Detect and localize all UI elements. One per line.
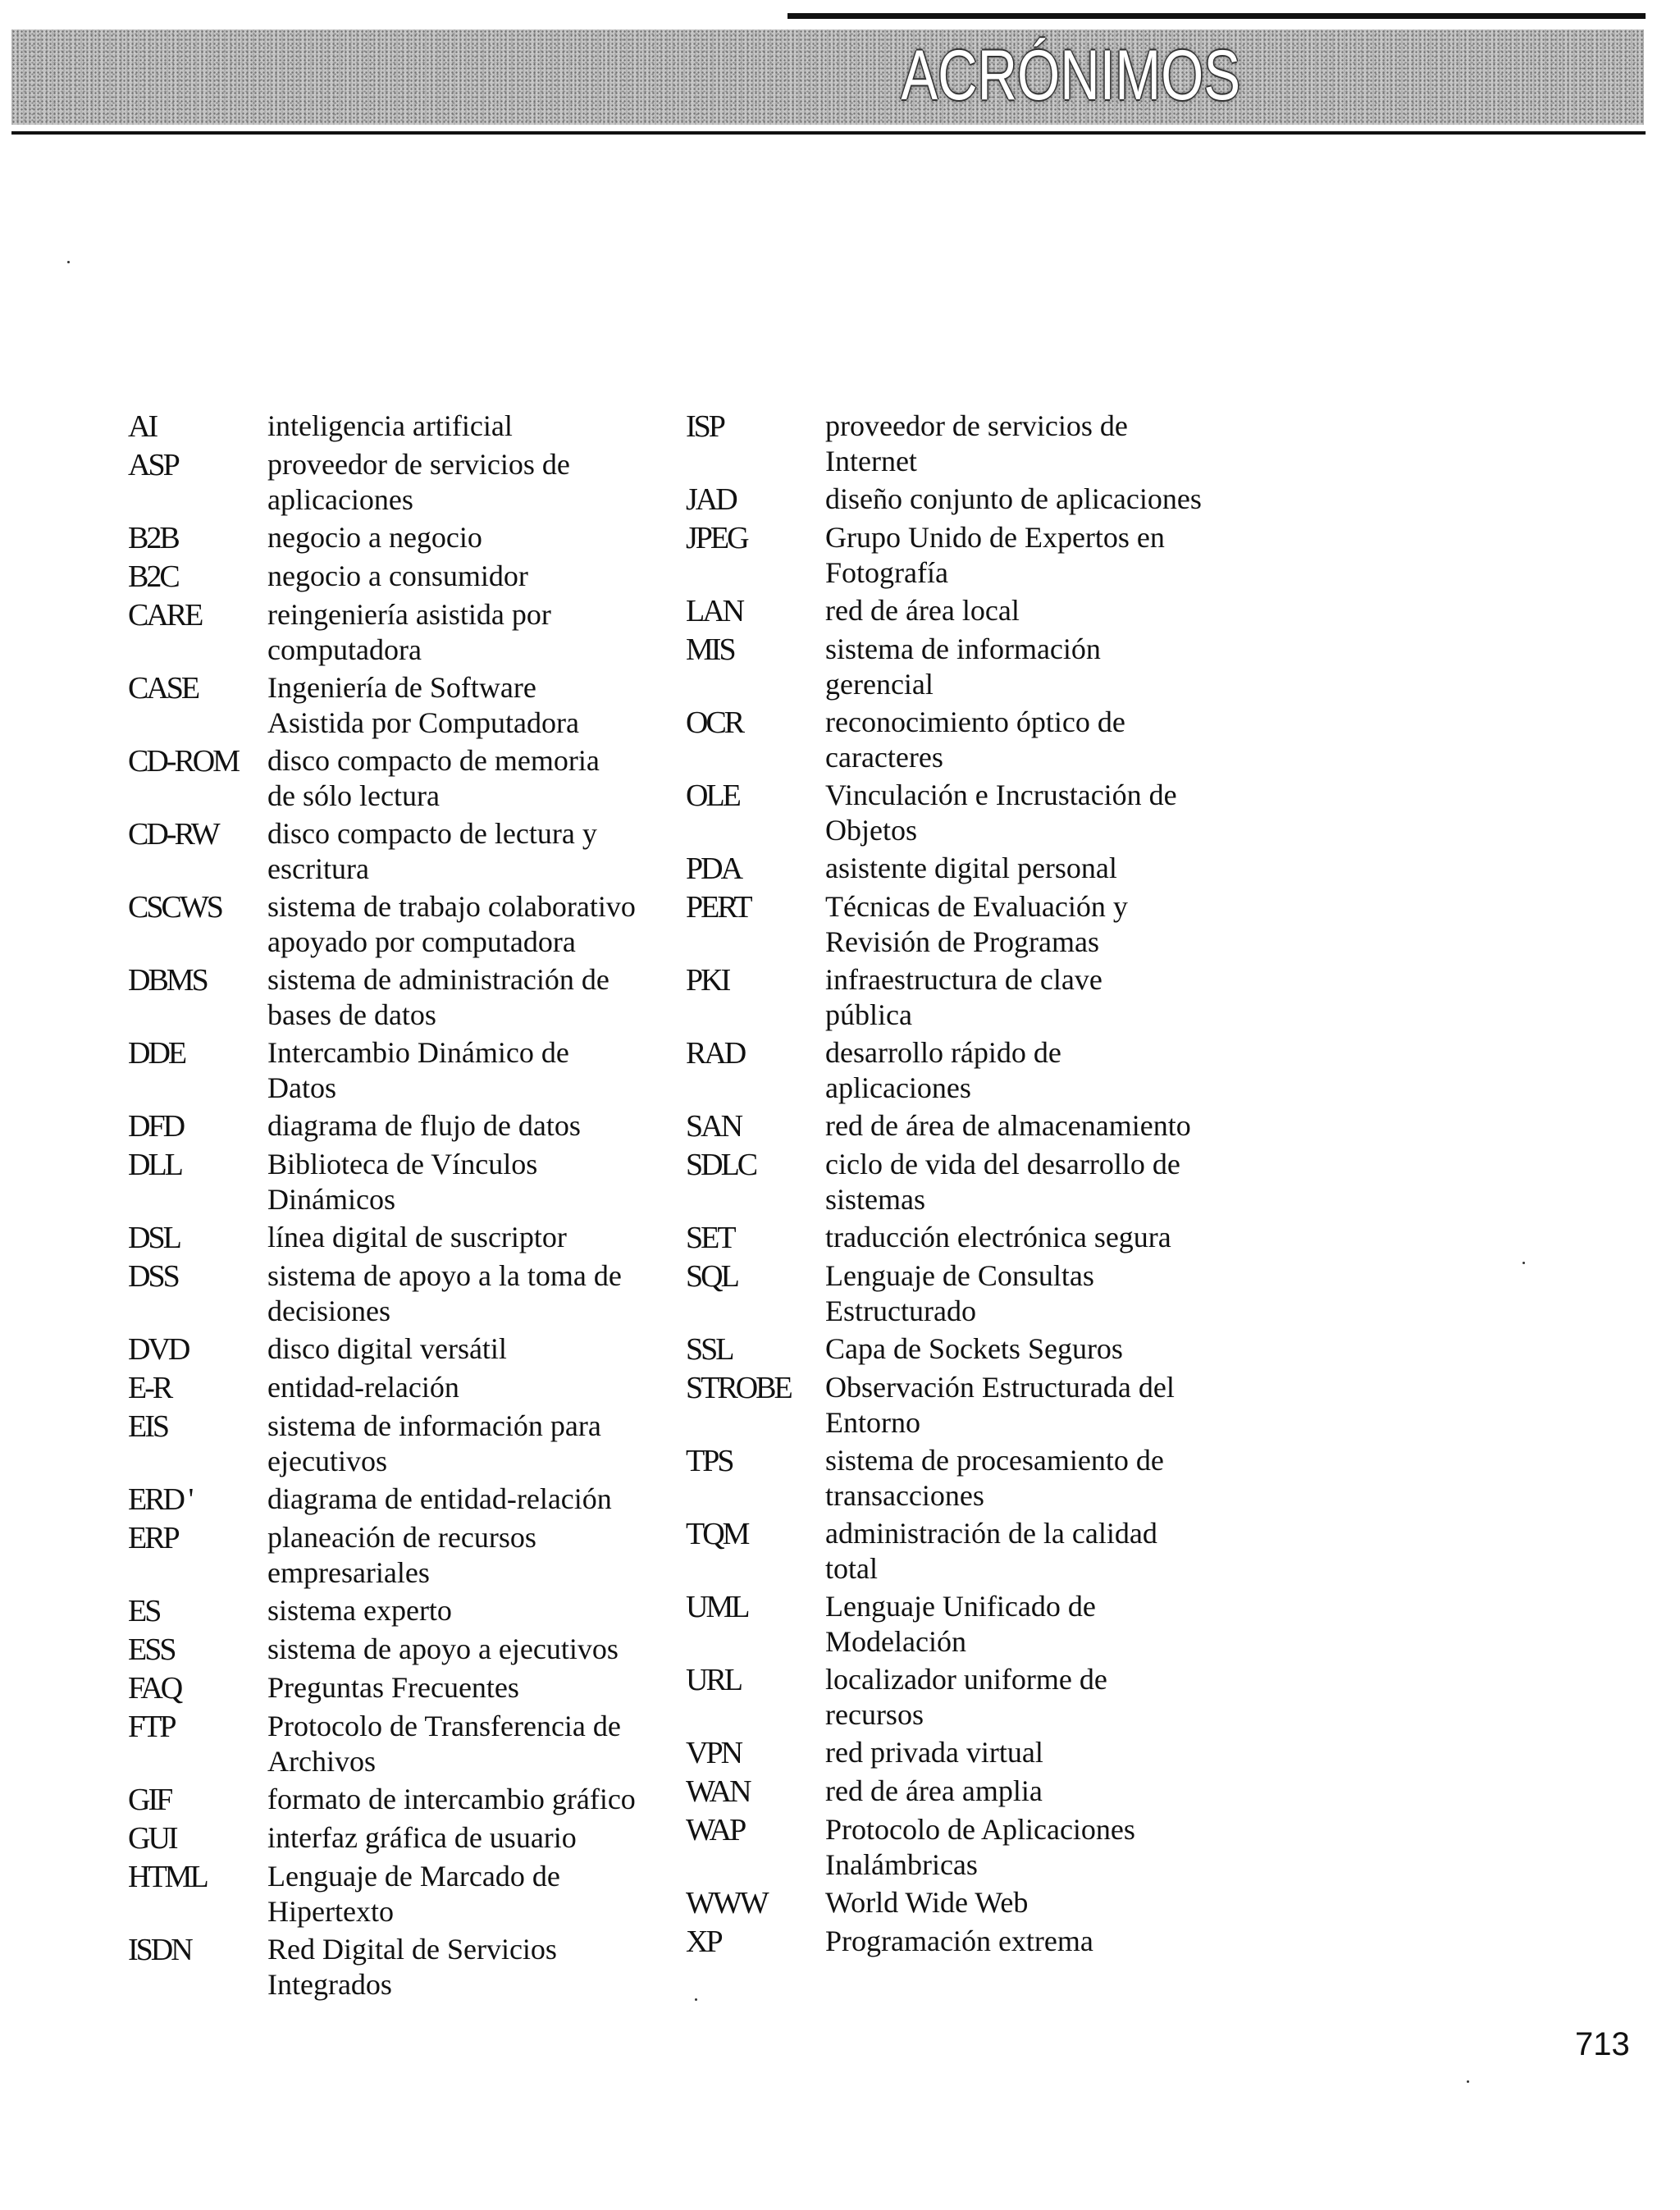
header-banner — [11, 30, 1644, 125]
acronym-abbreviation: STROBE — [686, 1371, 791, 1405]
acronym-definition: sistema de apoyo a la toma de decisiones — [267, 1259, 622, 1327]
acronym-definition: Lenguaje de Consultas Estructurado — [825, 1259, 1094, 1327]
acronym-abbreviation: WWW — [686, 1886, 767, 1920]
acronym-abbreviation: VPN — [686, 1736, 742, 1770]
acronym-entry — [686, 1924, 1235, 1960]
acronym-entry — [128, 1782, 678, 1818]
acronym-definition: ciclo de vida del desarrollo de sistemas — [825, 1148, 1180, 1216]
acronym-abbreviation: EIS — [128, 1409, 167, 1444]
acronym-definition: World Wide Web — [825, 1886, 1029, 1919]
acronym-abbreviation: ISP — [686, 409, 724, 444]
scan-speck — [1522, 1262, 1525, 1264]
header-bottom-rule — [11, 131, 1646, 135]
page-title: ACRÓNIMOS — [901, 36, 1241, 115]
acronym-entry — [686, 1443, 1235, 1514]
acronym-entry — [128, 1709, 678, 1779]
acronym-entry — [686, 889, 1235, 960]
acronym-definition: red de área de almacenamiento — [825, 1109, 1191, 1142]
acronym-entry — [686, 1258, 1235, 1329]
acronym-definition: red privada virtual — [825, 1736, 1043, 1769]
acronym-entry — [128, 447, 678, 518]
acronym-abbreviation: FTP — [128, 1710, 175, 1744]
acronym-entry — [128, 1409, 678, 1479]
acronym-abbreviation: AI — [128, 409, 157, 444]
acronym-entry — [128, 1147, 678, 1217]
acronym-definition: interfaz gráfica de usuario — [267, 1821, 577, 1854]
acronym-abbreviation: DFD — [128, 1109, 184, 1144]
acronym-entry — [128, 1932, 678, 2002]
acronym-abbreviation: WAN — [686, 1774, 750, 1809]
acronym-definition: administración de la calidad total — [825, 1517, 1157, 1585]
acronym-entry — [128, 1108, 678, 1144]
acronym-entry — [128, 816, 678, 887]
acronym-definition: sistema de procesamiento de transacciones — [825, 1444, 1164, 1512]
acronym-abbreviation: SQL — [686, 1259, 737, 1294]
acronym-entry — [128, 597, 678, 668]
acronym-abbreviation: OLE — [686, 779, 739, 813]
acronym-entry — [686, 962, 1235, 1033]
acronym-definition: diagrama de flujo de datos — [267, 1109, 581, 1142]
acronym-entry — [686, 1662, 1235, 1733]
acronym-abbreviation: DVD — [128, 1332, 189, 1367]
acronym-entry — [686, 593, 1235, 629]
acronym-abbreviation: E-R — [128, 1371, 171, 1405]
acronym-definition: línea digital de suscriptor — [267, 1221, 567, 1253]
acronym-abbreviation: ERP — [128, 1521, 178, 1555]
acronym-definition: Observación Estructurada del Entorno — [825, 1371, 1175, 1439]
acronym-abbreviation: CARE — [128, 598, 202, 632]
acronym-definition: diseño conjunto de aplicaciones — [825, 482, 1202, 515]
acronym-definition: planeación de recursos empresariales — [267, 1521, 536, 1589]
acronym-abbreviation: GUI — [128, 1821, 176, 1856]
acronym-entry — [128, 670, 678, 741]
acronym-abbreviation: DLL — [128, 1148, 181, 1182]
acronym-abbreviation: ERD ' — [128, 1482, 192, 1517]
acronym-entry — [686, 1516, 1235, 1587]
acronym-definition: negocio a negocio — [267, 521, 482, 554]
acronym-entry — [686, 632, 1235, 702]
acronym-abbreviation: ES — [128, 1594, 160, 1628]
acronym-definition: reingeniería asistida por computadora — [267, 598, 551, 666]
acronym-abbreviation: SSL — [686, 1332, 733, 1367]
scan-speck — [695, 1998, 697, 2001]
acronym-entry — [128, 1859, 678, 1929]
acronym-abbreviation: OCR — [686, 705, 743, 740]
acronym-abbreviation: MIS — [686, 632, 734, 667]
acronym-definition: sistema de trabajo colaborativo apoyado por computadora — [267, 890, 636, 958]
acronym-definition: Protocolo de Aplicaciones Inalámbricas — [825, 1813, 1135, 1881]
acronym-entry — [686, 1035, 1235, 1106]
acronym-abbreviation: GIF — [128, 1783, 171, 1817]
acronym-definition: disco compacto de memoria de sólo lectura — [267, 744, 600, 812]
acronym-entry — [686, 520, 1235, 591]
acronym-definition: Intercambio Dinámico de Datos — [267, 1036, 569, 1104]
acronym-definition: sistema de información gerencial — [825, 632, 1101, 701]
acronym-abbreviation: PERT — [686, 890, 751, 925]
acronym-abbreviation: ISDN — [128, 1933, 191, 1967]
acronym-abbreviation: SDLC — [686, 1148, 756, 1182]
acronym-entry — [128, 1220, 678, 1256]
acronym-entry — [128, 1520, 678, 1591]
acronym-definition: proveedor de servicios de aplicaciones — [267, 448, 570, 516]
acronym-entry — [686, 851, 1235, 887]
acronym-definition: entidad-relación — [267, 1371, 459, 1404]
acronym-definition: formato de intercambio gráfico — [267, 1783, 636, 1815]
acronym-definition: red de área amplia — [825, 1774, 1043, 1807]
acronym-entry — [686, 1812, 1235, 1883]
acronym-definition: infraestructura de clave pública — [825, 963, 1102, 1031]
acronym-entry — [686, 1370, 1235, 1441]
acronym-definition: sistema experto — [267, 1594, 452, 1627]
acronym-abbreviation: DSL — [128, 1221, 180, 1255]
acronym-abbreviation: ASP — [128, 448, 178, 482]
acronym-entry — [128, 1331, 678, 1368]
acronym-entry — [686, 1331, 1235, 1368]
acronym-entry — [128, 743, 678, 814]
acronym-abbreviation: CSCWS — [128, 890, 221, 925]
acronym-definition: proveedor de servicios de Internet — [825, 409, 1128, 477]
acronym-definition: negocio a consumidor — [267, 559, 528, 592]
acronym-definition: sistema de apoyo a ejecutivos — [267, 1632, 619, 1665]
acronym-definition: Técnicas de Evaluación y Revisión de Programas — [825, 890, 1128, 958]
acronym-entry — [128, 1632, 678, 1668]
acronym-entry — [686, 1108, 1235, 1144]
acronym-abbreviation: LAN — [686, 594, 743, 628]
acronym-abbreviation: TPS — [686, 1444, 733, 1478]
acronym-abbreviation: UML — [686, 1590, 748, 1624]
acronym-entry — [128, 559, 678, 595]
acronym-definition: Ingeniería de Software Asistida por Computadora — [267, 671, 579, 739]
acronym-definition: sistema de información para ejecutivos — [267, 1409, 601, 1477]
acronym-definition: sistema de administración de bases de datos — [267, 963, 609, 1031]
acronym-entry — [128, 409, 678, 445]
acronym-definition: diagrama de entidad-relación — [267, 1482, 612, 1515]
acronym-abbreviation: B2B — [128, 521, 178, 555]
acronym-definition: Vinculación e Incrustación de Objetos — [825, 779, 1177, 847]
acronym-entry — [128, 1370, 678, 1406]
acronym-definition: reconocimiento óptico de caracteres — [825, 705, 1125, 774]
acronym-definition: localizador uniforme de recursos — [825, 1663, 1107, 1731]
acronym-definition: Lenguaje Unificado de Modelación — [825, 1590, 1096, 1658]
acronym-abbreviation: DBMS — [128, 963, 207, 998]
acronym-definition: Biblioteca de Vínculos Dinámicos — [267, 1148, 538, 1216]
acronym-entry — [686, 705, 1235, 775]
acronym-list-left — [128, 409, 678, 2005]
acronym-entry — [686, 1589, 1235, 1660]
acronym-abbreviation: HTML — [128, 1860, 207, 1894]
acronym-definition: Preguntas Frecuentes — [267, 1671, 519, 1704]
acronym-abbreviation: JAD — [686, 482, 736, 517]
acronym-abbreviation: B2C — [128, 559, 178, 594]
acronym-definition: Programación extrema — [825, 1925, 1093, 1957]
acronym-abbreviation: TQM — [686, 1517, 748, 1551]
acronym-definition: red de área local — [825, 594, 1020, 627]
acronym-entry — [128, 1820, 678, 1856]
acronym-definition: Protocolo de Transferencia de Archivos — [267, 1710, 621, 1778]
acronym-entry — [128, 1670, 678, 1706]
acronym-entry — [128, 962, 678, 1033]
acronym-entry — [128, 889, 678, 960]
acronym-definition: disco compacto de lectura y escritura — [267, 817, 597, 885]
acronym-definition: traducción electrónica segura — [825, 1221, 1171, 1253]
acronym-entry — [686, 1885, 1235, 1921]
acronym-entry — [686, 482, 1235, 518]
acronym-definition: desarrollo rápido de aplicaciones — [825, 1036, 1061, 1104]
acronym-entry — [686, 409, 1235, 479]
acronym-entry — [686, 1220, 1235, 1256]
acronym-abbreviation: PKI — [686, 963, 729, 998]
acronym-definition: inteligencia artificial — [267, 409, 513, 442]
acronym-abbreviation: SAN — [686, 1109, 742, 1144]
header-top-rule — [788, 13, 1646, 19]
acronym-definition: disco digital versátil — [267, 1332, 507, 1365]
acronym-entry — [128, 1035, 678, 1106]
acronym-abbreviation: URL — [686, 1663, 741, 1697]
acronym-entry — [686, 1147, 1235, 1217]
acronym-definition: Capa de Sockets Seguros — [825, 1332, 1123, 1365]
acronym-entry — [128, 1593, 678, 1629]
acronym-abbreviation: WAP — [686, 1813, 745, 1847]
acronym-abbreviation: CASE — [128, 671, 199, 705]
acronym-abbreviation: DSS — [128, 1259, 178, 1294]
acronym-definition: Grupo Unido de Expertos en Fotografía — [825, 521, 1165, 589]
acronym-abbreviation: PDA — [686, 852, 742, 886]
acronym-definition: asistente digital personal — [825, 852, 1117, 884]
acronym-abbreviation: CD-RW — [128, 817, 218, 852]
acronym-entry — [686, 778, 1235, 848]
acronym-entry — [128, 1258, 678, 1329]
acronym-entry — [686, 1735, 1235, 1771]
acronym-entry — [686, 1774, 1235, 1810]
acronym-abbreviation: SET — [686, 1221, 734, 1255]
scan-speck — [1467, 2080, 1469, 2083]
acronym-entry — [128, 520, 678, 556]
acronym-abbreviation: RAD — [686, 1036, 745, 1071]
page-number: 713 — [1575, 2026, 1630, 2062]
acronym-definition: Lenguaje de Marcado de Hipertexto — [267, 1860, 560, 1928]
acronym-abbreviation: DDE — [128, 1036, 185, 1071]
acronym-abbreviation: CD-ROM — [128, 744, 239, 779]
acronym-abbreviation: FAQ — [128, 1671, 181, 1705]
acronym-entry — [128, 1482, 678, 1518]
acronym-abbreviation: ESS — [128, 1632, 175, 1667]
acronym-definition: Red Digital de Servicios Integrados — [267, 1933, 557, 2001]
acronym-abbreviation: XP — [686, 1925, 721, 1959]
acronym-list-right — [686, 409, 1235, 1962]
acronym-abbreviation: JPEG — [686, 521, 747, 555]
scan-speck — [67, 261, 70, 263]
